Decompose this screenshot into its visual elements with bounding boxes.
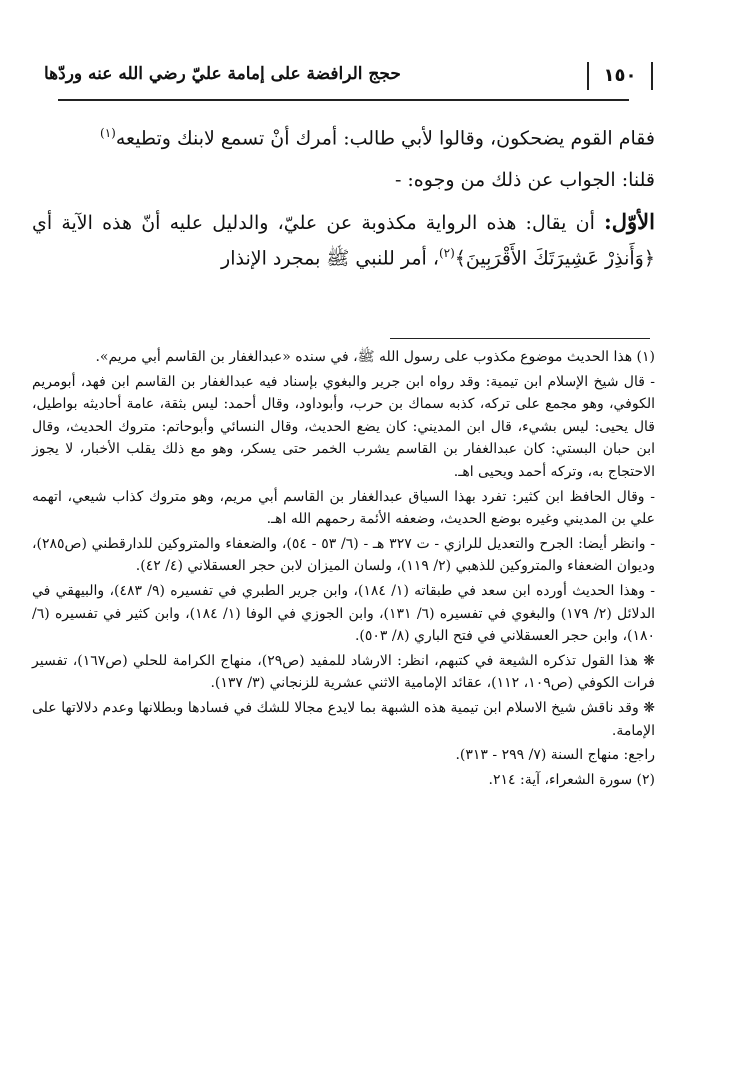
paragraph-3-lead: الأوّل: bbox=[604, 209, 655, 235]
main-text bbox=[32, 118, 655, 274]
footnote-1-ibn-kathir: - وقال الحافظ ابن كثير: تفرد بهذا السياق عبدالغفار بن القاسم أبي مريم، وهو متروك كذاب شيعي، اتهمه علي بن المديني وغيره بوضع الحديث، وضعفه الأئمة رحمهم الله اهـ. bbox=[32, 488, 655, 528]
paragraph-3-tail: ، أمر للنبي ﷺ بمجرد الإنذار bbox=[221, 247, 439, 270]
footnote-1-sources: - وهذا الحديث أورده ابن سعد في طبقاته (١/ ١٨٤)، وابن جرير الطبري في تفسيره (٩/ ٤٨٣)، والبيهقي في الدلائل (٢/ ١٧٩) والبغوي في تفسيره (٦/ ١٣١)، وابن الجوزي في الوفا (١/ ١٨٤)، وابن كثير في تفسيره (٦/ ١٨٠)، وابن حجر العسقلاني في فتح الباري (٨/ ٥٠٣). bbox=[32, 582, 656, 645]
page-number: ١٥٠ bbox=[587, 62, 653, 90]
paragraph-3-text: أن يقال: هذه الرواية مكذوبة عن عليّ، والدليل عليه أنّ هذه الآية أي ﴿وَأَنذِرْ عَشِيرَتَكَ الأَقْرَبِينَ﴾ bbox=[32, 212, 655, 270]
footnotes bbox=[32, 346, 655, 791]
footnote-1-refutation: ❋ وقد ناقش شيخ الاسلام ابن تيمية هذه الشبهة بما لايدع مجالا للشك في فسادها وبطلانها وعدم دلالاتها على الإمامة. bbox=[32, 699, 655, 739]
footnote-ref-2: (٢) bbox=[438, 246, 455, 261]
paragraph-2: قلنا: الجواب عن ذلك من وجوه: - bbox=[394, 169, 655, 192]
footnote-1-ibn-taymiyya: - قال شيخ الإسلام ابن تيمية: وقد رواه ابن جرير والبغوي بإسناد فيه عبدالغفار بن القاسم ابن فهد، أبومريم الكوفي، وهو مجمع على تركه، كذبه سماك بن حرب، وأبوداود، وقال أحمد: ليس بثقة، عامة أحاديثه بواطيل، قال يحيى: ليس بشيء، قال ابن المديني: كان يضع الحديث، وقال النسائي وأبوحاتم: متروك الحديث، وقال ابن حبان البستي: كان عبدالغفار بن القاسم يشرب الخمر حتى يسكر، وهو مع ذلك يقلب الأخبار، لا يجوز الاحتجاج به، وتركه أحمد ويحيى اهـ. bbox=[32, 373, 655, 480]
footnote-1-shia-sources: ❋ هذا القول تذكره الشيعة في كتبهم، انظر: الارشاد للمفيد (ص٢٩)، منهاج الكرامة للحلي (ص١٦٧)، تفسير فرات الكوفي (ص١٠٩، ١١٢)، عقائد الإمامية الاثني عشرية للزنجاني (٣/ ١٣٧). bbox=[32, 652, 655, 692]
footnote-1-see-also: راجع: منهاج السنة (٧/ ٢٩٩ - ٣١٣). bbox=[455, 747, 655, 764]
footnote-1-references: - وانظر أيضا: الجرح والتعديل للرازي - ت ٣٢٧ هـ - (٦/ ٥٣ - ٥٤)، والضعفاء والمتروكين للدارقطني (ص٢٨٥)، وديوان الضعفاء والمتروكين للذهبي (٢/ ١١٩)، ولسان الميزان لابن حجر العسقلاني (٤/ ٤٢). bbox=[32, 535, 655, 575]
footnote-separator bbox=[390, 338, 650, 339]
footnote-1: (١) هذا الحديث موضوع مكذوب على رسول الله ﷺ، في سنده «عبدالغفار بن القاسم أبي مريم». bbox=[95, 349, 655, 365]
running-title: حجج الرافضة على إمامة عليّ رضي الله عنه وردّها bbox=[44, 64, 401, 84]
header-rule bbox=[58, 99, 629, 101]
page-header bbox=[28, 56, 719, 104]
footnote-2: (٢) سورة الشعراء، آية: ٢١٤. bbox=[488, 771, 655, 788]
paragraph-1-text: فقام القوم يضحكون، وقالوا لأبي طالب: أمرك أنْ تسمع لابنك وتطيعه bbox=[115, 127, 655, 150]
paragraph-3 bbox=[32, 207, 655, 273]
footnote-ref-1: (١) bbox=[100, 126, 116, 140]
paragraph-1 bbox=[32, 118, 655, 153]
